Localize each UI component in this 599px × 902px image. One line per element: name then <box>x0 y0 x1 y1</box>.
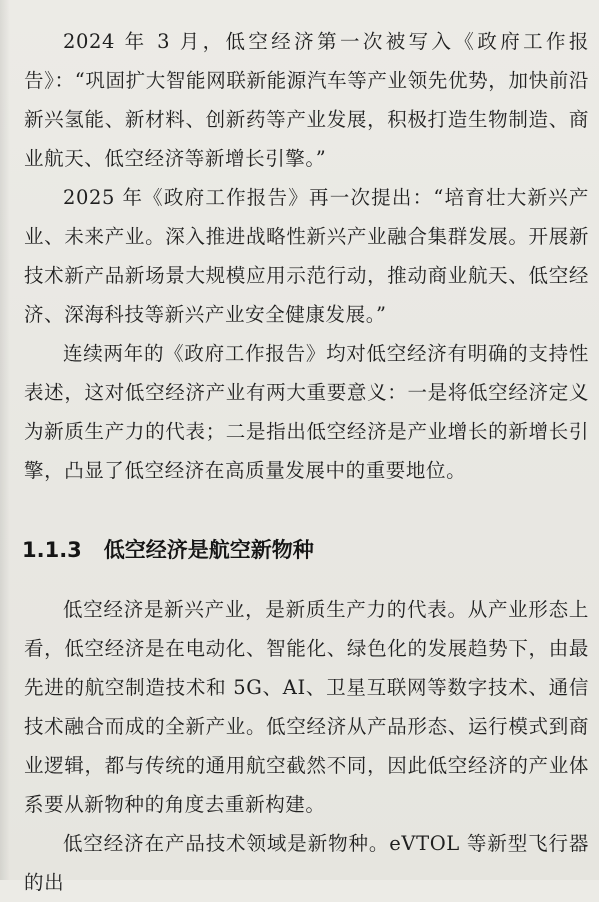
paragraph-product-technology: 低空经济在产品技术领域是新物种。eVTOL 等新型飞行器的出 <box>24 832 589 894</box>
paragraph-2025-report: 2025 年《政府工作报告》再一次提出：“培育壮大新兴产业、未来产业。深入推进战略性新兴产业融合集群发展。开展新技术新产品新场景大规模应用示范行动，推动商业航天、低空经济、深海科技等新兴产业安全健康发展。” <box>24 186 589 326</box>
section-title: 低空经济是航空新物种 <box>103 538 314 562</box>
paragraph-2024-report: 2024 年 3 月，低空经济第一次被写入《政府工作报告》：“巩固扩大智能网联新能源汽车等产业领先优势，加快前沿新兴氢能、新材料、创新药等产业发展，积极打造生物制造、商业航天、低空经济等新增长引擎。” <box>24 30 589 170</box>
paragraph-significance: 连续两年的《政府工作报告》均对低空经济有明确的支持性表述，这对低空经济产业有两大重要意义：一是将低空经济定义为新质生产力的代表；二是指出低空经济是产业增长的新增长引擎，凸显了低空经济在高质量发展中的重要地位。 <box>24 342 589 482</box>
section-number: 1.1.3 <box>22 538 82 562</box>
section-heading <box>22 535 314 565</box>
paragraph-new-species: 低空经济是新兴产业，是新质生产力的代表。从产业形态上看，低空经济是在电动化、智能化、绿色化的发展趋势下，由最先进的航空制造技术和 5G、AI、卫星互联网等数字技术、通信技术融合而成的全新产业。低空经济从产品形态、运行模式到商业逻辑，都与传统的通用航空截然不同，因此低空经济的产业体系要从新物种的角度去重新构建。 <box>24 598 589 816</box>
page-edge-shadow <box>0 0 10 880</box>
